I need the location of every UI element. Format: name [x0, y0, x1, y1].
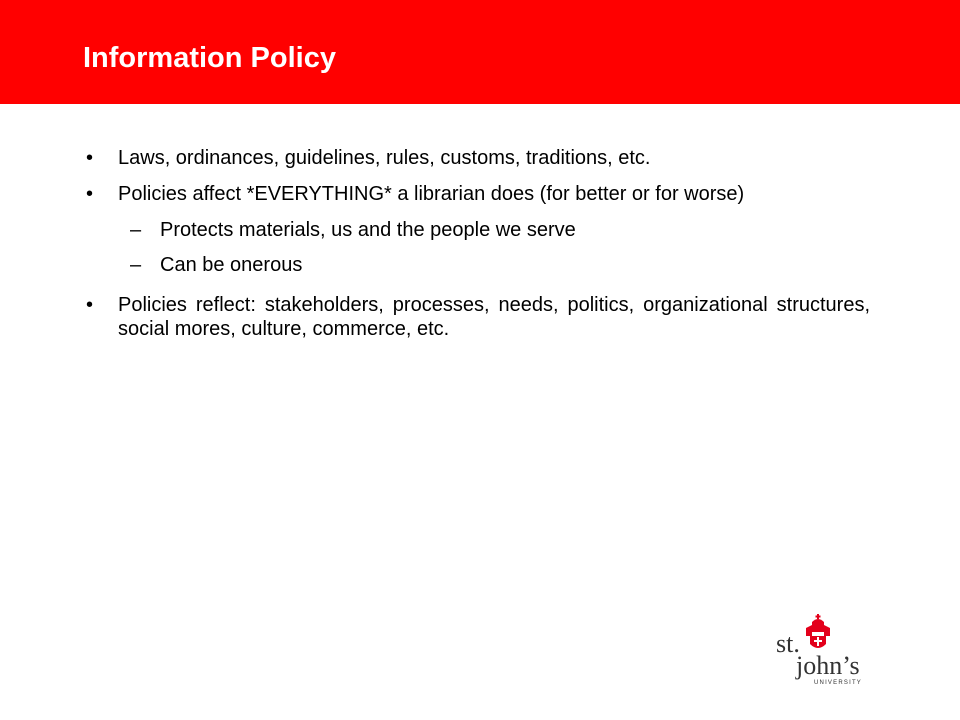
church-crest-icon — [806, 614, 830, 648]
logo-text-st: st. — [776, 629, 800, 658]
bullet-text: Policies affect *EVERYTHING* a librarian does (for better or for worse) — [118, 183, 745, 205]
sub-bullet-text: Can be onerous — [160, 254, 303, 276]
bullet-text: Laws, ordinances, guidelines, rules, customs, traditions, etc. — [118, 147, 651, 169]
bullet-marker: • — [86, 294, 94, 316]
sub-bullet-marker: – — [130, 219, 142, 241]
bullet-marker: • — [86, 183, 94, 205]
logo-graphic — [772, 606, 882, 686]
logo-text-university: UNIVERSITY — [814, 680, 863, 686]
sub-bullet-text: Protects materials, us and the people we serve — [160, 219, 576, 241]
logo-text-johns: john’s — [796, 651, 860, 680]
sub-bullet-marker: – — [130, 254, 142, 276]
bullet-marker: • — [86, 147, 94, 169]
bullet-text: Policies reflect: stakeholders, processes, needs, politics, organizational structures, social mores, culture, commerce, etc. — [118, 294, 870, 340]
slide-title: Information Policy — [83, 42, 336, 74]
st-johns-university-logo — [772, 606, 882, 686]
